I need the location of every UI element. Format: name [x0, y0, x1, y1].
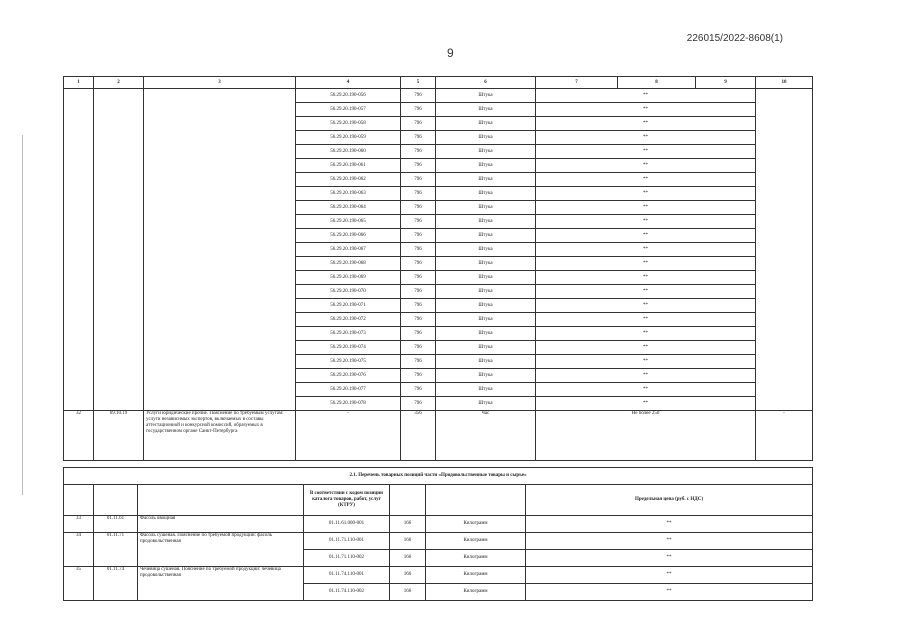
ktru-code: 56.29.20.190-078 [296, 397, 401, 411]
unit-name: Килограмм [426, 584, 526, 601]
item-number-cell [64, 89, 94, 411]
item-number: 35 [64, 567, 94, 601]
price-cell: ** [536, 229, 756, 243]
unit-name: Штука [436, 271, 536, 285]
okei-code: 796 [401, 117, 436, 131]
max-price-header: Предельная цена (руб. с НДС) [526, 485, 813, 516]
price-cell: ** [526, 584, 813, 601]
ktru-code: 01.11.74.110-002 [304, 584, 390, 601]
ktru-code: - [296, 411, 401, 461]
header-cell: 8 [618, 77, 696, 89]
table-row [64, 411, 813, 461]
unit-name: Килограмм [426, 516, 526, 533]
okei-code: 796 [401, 89, 436, 103]
header-cell: 7 [536, 77, 618, 89]
header-cell [64, 485, 94, 516]
price-cell: ** [536, 201, 756, 215]
price-cell: ** [536, 131, 756, 145]
unit-name: Штука [436, 383, 536, 397]
okpd-cell [94, 89, 144, 411]
okei-code: 796 [401, 383, 436, 397]
ktru-code: 56.29.20.190-061 [296, 159, 401, 173]
okpd-code: 69.10.19 [94, 411, 144, 461]
price-cell: ** [536, 159, 756, 173]
header-cell: 10 [756, 77, 813, 89]
price-cell: ** [526, 567, 813, 584]
unit-name: Штука [436, 117, 536, 131]
ktru-code: 56.29.20.190-060 [296, 145, 401, 159]
okei-code: 796 [401, 159, 436, 173]
unit-name: Штука [436, 397, 536, 411]
header-cell: 2 [94, 77, 144, 89]
okei-code: 796 [401, 327, 436, 341]
price-cell: ** [526, 533, 813, 550]
document-number: 226015/2022-8608(1) [686, 33, 783, 44]
price-cell: ** [536, 215, 756, 229]
ktru-code: 56.29.20.190-075 [296, 355, 401, 369]
unit-name: Штука [436, 243, 536, 257]
price-cell: ** [526, 550, 813, 567]
unit-name: Штука [436, 327, 536, 341]
okei-code: 796 [401, 355, 436, 369]
item-name: Фасоль сушеная. Пояснение по требуемой продукции: фасоль продовольственная [138, 533, 304, 567]
table-row [64, 533, 813, 550]
price-cell: ** [536, 299, 756, 313]
unit-name: Штука [436, 313, 536, 327]
item-name: Фасоль овощная [138, 516, 304, 533]
unit-name: Штука [436, 215, 536, 229]
unit-name: Штука [436, 229, 536, 243]
ktru-code: 01.11.71.110-001 [304, 533, 390, 550]
page-number: 9 [447, 46, 454, 60]
table-row [64, 89, 813, 103]
price-cell: ** [526, 516, 813, 533]
price-cell: ** [536, 327, 756, 341]
unit-name: Час [436, 411, 536, 461]
okei-code: 166 [390, 567, 426, 584]
okei-code: 356 [401, 411, 436, 461]
price-cell: ** [536, 187, 756, 201]
okei-code: 166 [390, 533, 426, 550]
okpd-code: 01.11.61 [94, 516, 138, 533]
unit-name: Штука [436, 173, 536, 187]
okei-code: 796 [401, 173, 436, 187]
ktru-code: 56.29.20.190-062 [296, 173, 401, 187]
unit-name: Штука [436, 355, 536, 369]
okei-code: 796 [401, 271, 436, 285]
ktru-code: 56.29.20.190-058 [296, 117, 401, 131]
ktru-code: 56.29.20.190-076 [296, 369, 401, 383]
okei-code: 796 [401, 215, 436, 229]
header-cell [426, 485, 526, 516]
table-row [64, 567, 813, 584]
price-cell: ** [536, 383, 756, 397]
ktru-code: 01.11.71.110-002 [304, 550, 390, 567]
unit-name: Штука [436, 187, 536, 201]
ktru-code: 56.29.20.190-063 [296, 187, 401, 201]
unit-name: Штука [436, 299, 536, 313]
table-row [64, 516, 813, 533]
ktru-code: 56.29.20.190-069 [296, 271, 401, 285]
price-cell: ** [536, 397, 756, 411]
header-cell: 4 [296, 77, 401, 89]
ktru-code: 56.29.20.190-064 [296, 201, 401, 215]
item-name-cell [144, 89, 296, 411]
header-row [64, 77, 813, 89]
ktru-code: 56.29.20.190-065 [296, 215, 401, 229]
okei-code: 796 [401, 229, 436, 243]
price-cell: ** [536, 103, 756, 117]
ktru-code-header: В соответствии с кодом позиции каталога товаров, работ, услуг (КТРУ) [304, 485, 390, 516]
item-name: Чечевица сушеная. Пояснение по требуемой продукции: чечевица продовольственная [138, 567, 304, 601]
unit-name: Штука [436, 145, 536, 159]
item-number: 33 [64, 516, 94, 533]
ktru-code: 56.29.20.190-074 [296, 341, 401, 355]
price-cell: ** [536, 341, 756, 355]
okpd-code: 01.11.74 [94, 567, 138, 601]
okei-code: 166 [390, 550, 426, 567]
ktru-code: 56.29.20.190-070 [296, 285, 401, 299]
food-products-table [63, 467, 813, 601]
unit-name: Штука [436, 159, 536, 173]
section-header-row [64, 485, 813, 516]
unit-name: Штука [436, 89, 536, 103]
header-cell [94, 485, 138, 516]
price-cell: ** [536, 257, 756, 271]
okei-code: 166 [390, 584, 426, 601]
price-cell: ** [536, 173, 756, 187]
item-name: Услуги юридические прочие. Пояснение по требуемым услугам: услуги независимых экспертов, включаемых в составы аттестационной и конкурсной комиссий, образуемых в государственном органе Санкт-Петербурга [144, 411, 296, 461]
header-cell: 6 [436, 77, 536, 89]
extra-cell [756, 89, 813, 411]
okei-code: 796 [401, 243, 436, 257]
price-cell: ** [536, 89, 756, 103]
price-cell: ** [536, 369, 756, 383]
ktru-code: 56.29.20.190-071 [296, 299, 401, 313]
ktru-code: 56.29.20.190-059 [296, 131, 401, 145]
unit-name: Килограмм [426, 533, 526, 550]
okei-code: 796 [401, 257, 436, 271]
ktru-code: 56.29.20.190-057 [296, 103, 401, 117]
price-cell: ** [536, 285, 756, 299]
price-cell: ** [536, 117, 756, 131]
item-number: 34 [64, 533, 94, 567]
unit-name: Штука [436, 341, 536, 355]
header-cell: 3 [144, 77, 296, 89]
section-title-row [64, 468, 813, 485]
ktru-code: 56.29.20.190-073 [296, 327, 401, 341]
ktru-code: 56.29.20.190-077 [296, 383, 401, 397]
ktru-code: 01.11.74.110-001 [304, 567, 390, 584]
okei-code: 796 [401, 285, 436, 299]
header-cell: 5 [401, 77, 436, 89]
unit-name: Штука [436, 201, 536, 215]
unit-name: Штука [436, 131, 536, 145]
ktru-code: 56.29.20.190-056 [296, 89, 401, 103]
unit-name: Килограмм [426, 567, 526, 584]
item-number: 32 [64, 411, 94, 461]
price-cell: ** [536, 145, 756, 159]
price-cell: ** [536, 243, 756, 257]
price-cell: ** [536, 355, 756, 369]
header-cell [138, 485, 304, 516]
ktru-code: 56.29.20.190-072 [296, 313, 401, 327]
goods-table [63, 76, 813, 461]
ktru-code: 56.29.20.190-068 [296, 257, 401, 271]
price-cell: ** [536, 313, 756, 327]
unit-name: Штука [436, 103, 536, 117]
unit-name: Штука [436, 369, 536, 383]
unit-name: Штука [436, 285, 536, 299]
okei-code: 796 [401, 341, 436, 355]
okei-code: 796 [401, 131, 436, 145]
okei-code: 796 [401, 103, 436, 117]
okei-code: 166 [390, 516, 426, 533]
price-cell: Не более 250 [536, 411, 756, 461]
okei-code: 796 [401, 397, 436, 411]
header-cell: 1 [64, 77, 94, 89]
okpd-code: 01.11.71 [94, 533, 138, 567]
okei-code: 796 [401, 201, 436, 215]
unit-name: Килограмм [426, 550, 526, 567]
ktru-code: 56.29.20.190-066 [296, 229, 401, 243]
okei-code: 796 [401, 145, 436, 159]
okei-code: 796 [401, 313, 436, 327]
price-cell: ** [536, 271, 756, 285]
okei-code: 796 [401, 299, 436, 313]
header-cell: 9 [696, 77, 756, 89]
ktru-code: 56.29.20.190-067 [296, 243, 401, 257]
okei-code: 796 [401, 369, 436, 383]
extra-cell: - [756, 411, 813, 461]
ktru-code: 01.11.61.000-001 [304, 516, 390, 533]
unit-name: Штука [436, 257, 536, 271]
header-cell [390, 485, 426, 516]
section-title: 2.1. Перечень товарных позиций части «Продовольственные товары и сырье» [64, 468, 813, 485]
margin-rule [22, 135, 23, 495]
okei-code: 796 [401, 187, 436, 201]
